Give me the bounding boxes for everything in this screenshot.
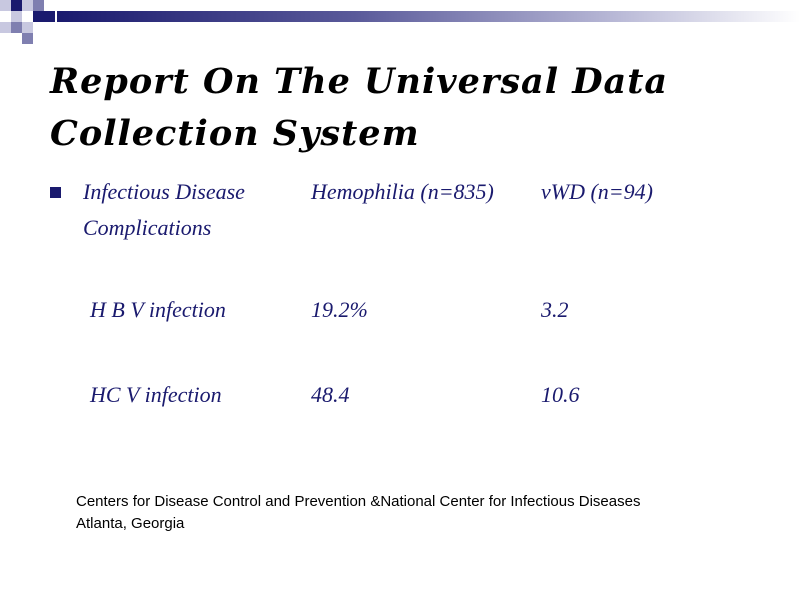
title-line-2: Collection System	[50, 113, 420, 154]
header-col-hemophilia: Hemophilia (n=835)	[311, 179, 494, 204]
header-col-complications	[83, 174, 245, 246]
source-footer	[76, 491, 640, 535]
footer-line-1: Centers for Disease Control and Prevention &National Center for Infectious Diseases	[76, 493, 641, 510]
decor-square	[0, 22, 11, 33]
decor-square	[11, 11, 22, 22]
header-col1-line2: Complications	[83, 215, 212, 240]
decor-square	[33, 11, 44, 22]
slide-title	[50, 56, 770, 160]
row-hcv-label: HC V infection	[90, 382, 222, 407]
row-hcv-vwd: 10.6	[541, 382, 580, 407]
footer-line-2: Atlanta, Georgia	[76, 515, 185, 532]
header-col-vwd: vWD (n=94)	[541, 179, 653, 204]
decor-square	[33, 0, 44, 11]
title-line-1: Report On The Universal Data	[50, 61, 669, 102]
row-hbv-vwd: 3.2	[541, 297, 569, 322]
decor-square	[22, 0, 33, 11]
header-gradient-band	[57, 11, 800, 22]
header-col1-line1: Infectious Disease	[83, 179, 245, 204]
decor-square	[11, 0, 22, 11]
decor-square	[22, 33, 33, 44]
square-bullet-icon	[50, 187, 61, 198]
decor-square	[44, 11, 55, 22]
decor-square	[0, 0, 11, 11]
decor-square	[22, 22, 33, 33]
row-hcv-hemophilia: 48.4	[311, 382, 350, 407]
decor-square	[11, 22, 22, 33]
row-hbv-hemophilia: 19.2%	[311, 297, 368, 322]
row-hbv-label: H B V infection	[90, 297, 226, 322]
